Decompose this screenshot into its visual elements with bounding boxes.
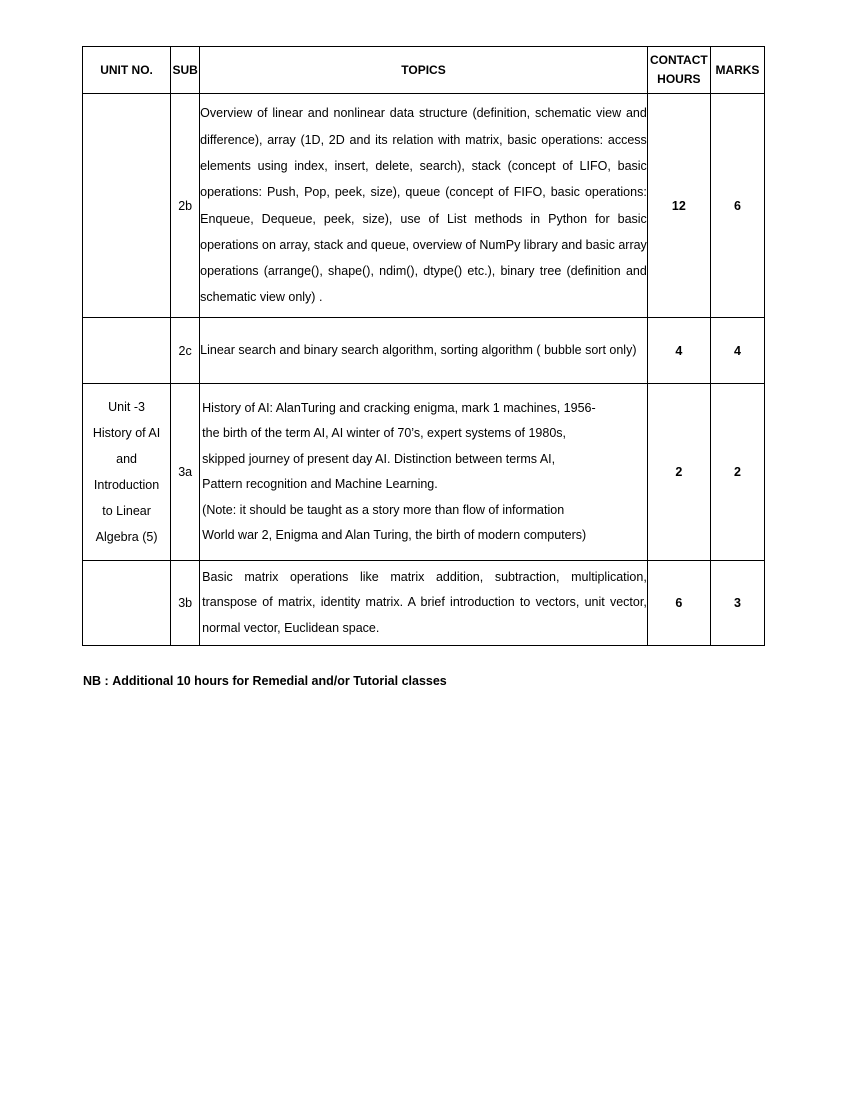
- header-contact-hours-line2: HOURS: [657, 72, 701, 86]
- contact-hours-cell: 6: [647, 561, 710, 646]
- footnote-prefix: NB :: [83, 674, 109, 688]
- header-contact-hours: [647, 47, 710, 94]
- footnote: [83, 674, 447, 688]
- contact-hours-cell: 2: [647, 384, 710, 561]
- header-sub: SUB: [171, 47, 200, 94]
- table-row: [83, 94, 765, 318]
- marks-cell: 3: [710, 561, 764, 646]
- topic-line: skipped journey of present day AI. Distinction between terms AI,: [202, 451, 556, 466]
- unit-line: Unit -3: [108, 400, 145, 414]
- syllabus-table: [82, 46, 765, 646]
- unit-line: and: [116, 452, 137, 466]
- table-row: [83, 318, 765, 384]
- marks-cell: 4: [710, 318, 764, 384]
- footnote-text: Additional 10 hours for Remedial and/or Tutorial classes: [112, 674, 447, 688]
- topic-line: History of AI: AlanTuring and cracking enigma, mark 1 machines, 1956-: [202, 400, 596, 415]
- unit-cell: [83, 384, 171, 561]
- sub-cell: 3b: [171, 561, 200, 646]
- header-topics: TOPICS: [200, 47, 648, 94]
- header-contact-hours-line1: CONTACT: [649, 53, 708, 67]
- topic-line: Pattern recognition and Machine Learning.: [202, 477, 438, 491]
- marks-cell: 2: [710, 384, 764, 561]
- header-marks: MARKS: [710, 47, 764, 94]
- unit-cell: [83, 561, 171, 646]
- unit-cell: [83, 318, 171, 384]
- table-row: [83, 561, 765, 646]
- table-header-row: [83, 47, 765, 94]
- topic-line: World war 2, Enigma and Alan Turing, the birth of modern computers): [202, 528, 587, 542]
- contact-hours-cell: 4: [647, 318, 710, 384]
- contact-hours-cell: 12: [647, 94, 710, 318]
- sub-cell: 3a: [171, 384, 200, 561]
- sub-cell: 2b: [171, 94, 200, 318]
- topics-cell: Basic matrix operations like matrix addition, subtraction, multiplication, transpose of matrix, identity matrix. A brief introduction to vectors, unit vector, normal vector, Euclidean space.: [200, 561, 648, 646]
- topic-line: the birth of the term AI, AI winter of 70’s, expert systems of 1980s,: [202, 426, 566, 440]
- topics-cell: Linear search and binary search algorithm, sorting algorithm ( bubble sort only): [200, 318, 648, 384]
- sub-cell: 2c: [171, 318, 200, 384]
- topics-cell: [200, 384, 648, 561]
- topics-cell: Overview of linear and nonlinear data structure (definition, schematic view and difference), array (1D, 2D and its relation with matrix, basic operations: access elements using index, insert, delete, search), stack (concept of LIFO, basic operations: Push, Pop, peek, size), queue (concept of FIFO, basic operations: Enqueue, Dequeue, peek, size), use of List methods in Python for basic operations on array, stack and queue, overview of NumPy library and basic array operations (arrange(), shape(), ndim(), dtype() etc.), binary tree (definition and schematic view only) .: [200, 94, 648, 318]
- table-row: [83, 384, 765, 561]
- unit-line: Introduction: [93, 478, 160, 492]
- unit-cell: [83, 94, 171, 318]
- unit-line: to Linear: [102, 504, 151, 518]
- unit-line: History of AI: [92, 426, 161, 440]
- topic-line: (Note: it should be taught as a story more than flow of information: [202, 502, 565, 517]
- header-unit-no: UNIT NO.: [83, 47, 171, 94]
- marks-cell: 6: [710, 94, 764, 318]
- unit-line: Algebra (5): [95, 530, 158, 544]
